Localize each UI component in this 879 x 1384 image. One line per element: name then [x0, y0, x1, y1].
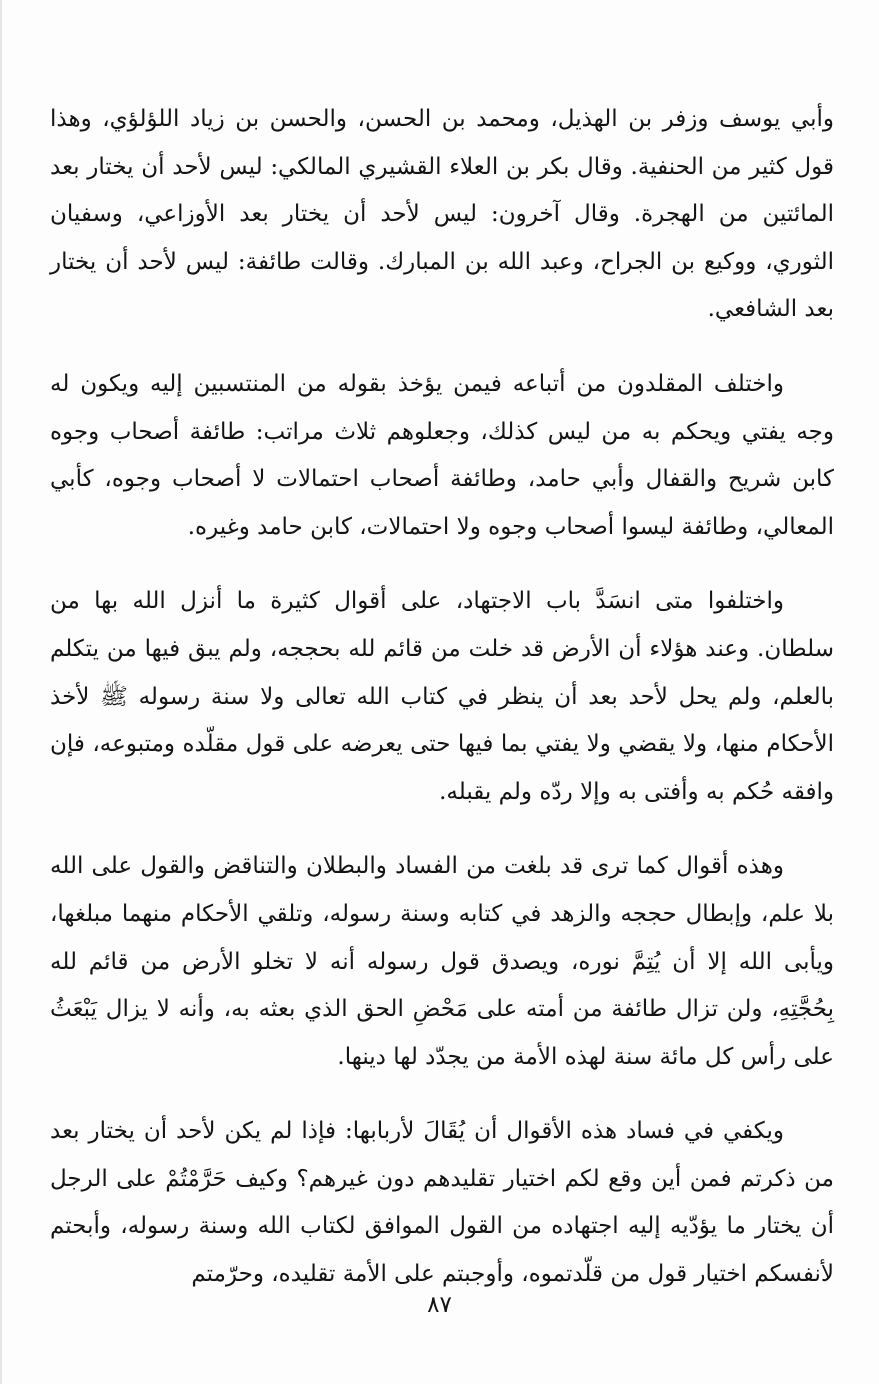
- body-text: [50, 96, 834, 1299]
- page-number: ٨٧: [427, 1292, 452, 1318]
- scan-edge: [0, 0, 2, 1384]
- paragraph-4: وهذه أقوال كما ترى قد بلغت من الفساد والبطلان والتناقض والقول على الله بلا علم، وإبطال حججه والزهد في كتابه وسنة رسوله، وتلقي الأحكام منهما مبلغها، ويأبى الله إلا أن يُتِمَّ نوره، ويصدق قول رسوله أنه لا تخلو الأرض من قائم لله بِحُجَّتِهِ، ولن تزال طائفة من أمته على مَحْضِ الحق الذي بعثه به، وأنه لا يزال يَبْعَثُ على رأس كل مائة سنة لهذه الأمة من يجدّد لها دينها.: [50, 853, 834, 1070]
- paragraph-3: واختلفوا متى انسَدَّ باب الاجتهاد، على أقوال كثيرة ما أنزل الله بها من سلطان. وعند هؤلاء أن الأرض قد خلت من قائم لله بحججه، ولم يبق فيها من يتكلم بالعلم، ولم يحل لأحد بعد أن ينظر في كتاب الله تعالى ولا سنة رسوله ﷺ لأخذ الأحكام منها، ولا يقضي ولا يفتي بما فيها حتى يعرضه على قول مقلّده ومتبوعه، فإن وافقه حُكم به وأفتى به وإلا ردّه ولم يقبله.: [50, 588, 834, 805]
- paragraph-5: ويكفي في فساد هذه الأقوال أن يُقَالَ لأربابها: فإذا لم يكن لأحد أن يختار بعد من ذكرتم فمن أين وقع لكم اختيار تقليدهم دون غيرهم؟ وكيف حَرَّمْتُمْ على الرجل أن يختار ما يؤدّيه إليه اجتهاده من القول الموافق لكتاب الله وسنة رسوله، وأبحتم لأنفسكم اختيار قول من قلّدتموه، وأوجبتم على الأمة تقليده، وحرّمتم: [50, 1118, 834, 1288]
- paragraph-2: واختلف المقلدون من أتباعه فيمن يؤخذ بقوله من المنتسبين إليه ويكون له وجه يفتي ويحكم به من ليس كذلك، وجعلوهم ثلاث مراتب: طائفة أصحاب وجوه كابن شريح والقفال وأبي حامد، وطائفة أصحاب احتمالات لا أصحاب وجوه، كأبي المعالي، وطائفة ليسوا أصحاب وجوه ولا احتمالات، كابن حامد وغيره.: [50, 370, 834, 540]
- paragraph-1: وأبي يوسف وزفر بن الهذيل، ومحمد بن الحسن، والحسن بن زياد اللؤلؤي، وهذا قول كثير من الحنفية. وقال بكر بن العلاء القشيري المالكي: ليس لأحد أن يختار بعد المائتين من الهجرة. وقال آخرون: ليس لأحد أن يختار بعد الأوزاعي، وسفيان الثوري، ووكيع بن الجراح، وعبد الله بن المبارك. وقالت طائفة: ليس لأحد أن يختار بعد الشافعي.: [50, 106, 834, 323]
